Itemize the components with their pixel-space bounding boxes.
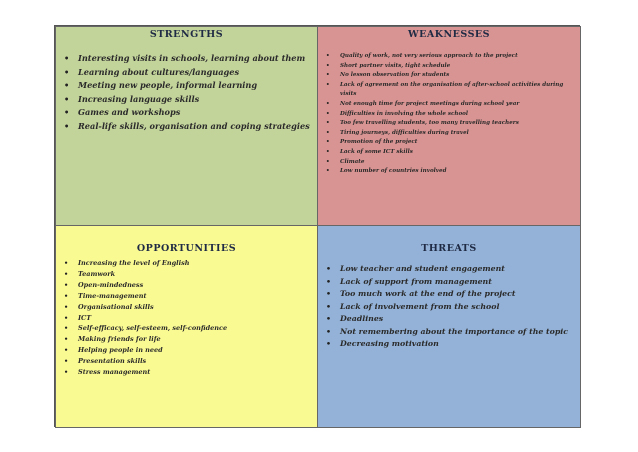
weaknesses-title: WEAKNESSES: [407, 29, 491, 40]
strengths-title: STRENGTHS: [149, 29, 224, 40]
strengths-item: • Increasing language skills: [78, 93, 317, 107]
threats-item: • Deadlines: [340, 313, 580, 326]
weaknesses-item: • Difficulties in involving the whole school: [340, 110, 580, 120]
swot-table: [54, 25, 580, 427]
strengths-quadrant: [55, 26, 318, 226]
opportunities-item: • Helping people in need: [78, 345, 317, 356]
strengths-item: • Meeting new people, informal learning: [78, 79, 317, 93]
opportunities-item: • Increasing the level of English: [78, 258, 317, 269]
strengths-list: [56, 52, 317, 133]
weaknesses-item: • Lack of agreement on the organisation of after-school activities during visits: [340, 81, 580, 100]
threats-item: • Lack of involvement from the school: [340, 301, 580, 314]
threats-item: • Low teacher and student engagement: [340, 263, 580, 276]
threats-item: • Decreasing motivation: [340, 338, 580, 351]
strengths-item: • Real-life skills, organisation and coping strategies: [78, 120, 317, 134]
weaknesses-item: • Low number of countries involved: [340, 167, 580, 177]
opportunities-item: • Stress management: [78, 367, 317, 378]
weaknesses-item: • Climate: [340, 158, 580, 168]
weaknesses-item: • Short partner visits, tight schedule: [340, 62, 580, 72]
opportunities-item: • Self-efficacy, self-esteem, self-confidence: [78, 323, 317, 334]
weaknesses-item: • No lesson observation for students: [340, 71, 580, 81]
threats-title: THREATS: [421, 243, 477, 254]
weaknesses-item: • Promotion of the project: [340, 138, 580, 148]
opportunities-list: [56, 258, 317, 378]
strengths-item: • Interesting visits in schools, learning about them: [78, 52, 317, 66]
opportunities-item: • Open-mindedness: [78, 280, 317, 291]
weaknesses-item: • Quality of work, not very serious approach to the project: [340, 52, 580, 62]
opportunities-item: • Making friends for life: [78, 334, 317, 345]
weaknesses-item: • Too few travelling students, too many travelling teachers: [340, 119, 580, 129]
opportunities-item: • Presentation skills: [78, 356, 317, 367]
opportunities-item: • Organisational skills: [78, 302, 317, 313]
weaknesses-item: • Not enough time for project meetings during school year: [340, 100, 580, 110]
opportunities-quadrant: [55, 225, 318, 428]
opportunities-title: OPPORTUNITIES: [136, 243, 237, 254]
weaknesses-item: • Tiring journeys, difficulties during travel: [340, 129, 580, 139]
weaknesses-quadrant: [317, 26, 581, 226]
opportunities-item: • Teamwork: [78, 269, 317, 280]
threats-list: [318, 263, 580, 351]
threats-item: • Lack of support from management: [340, 276, 580, 289]
opportunities-item: • Time-management: [78, 291, 317, 302]
threats-quadrant: [317, 225, 581, 428]
threats-item: • Not remembering about the importance of the topic: [340, 326, 580, 339]
opportunities-item: • ICT: [78, 313, 317, 324]
strengths-item: • Learning about cultures/languages: [78, 66, 317, 80]
threats-item: • Too much work at the end of the project: [340, 288, 580, 301]
weaknesses-list: [318, 52, 580, 177]
weaknesses-item: • Lack of some ICT skills: [340, 148, 580, 158]
strengths-item: • Games and workshops: [78, 106, 317, 120]
